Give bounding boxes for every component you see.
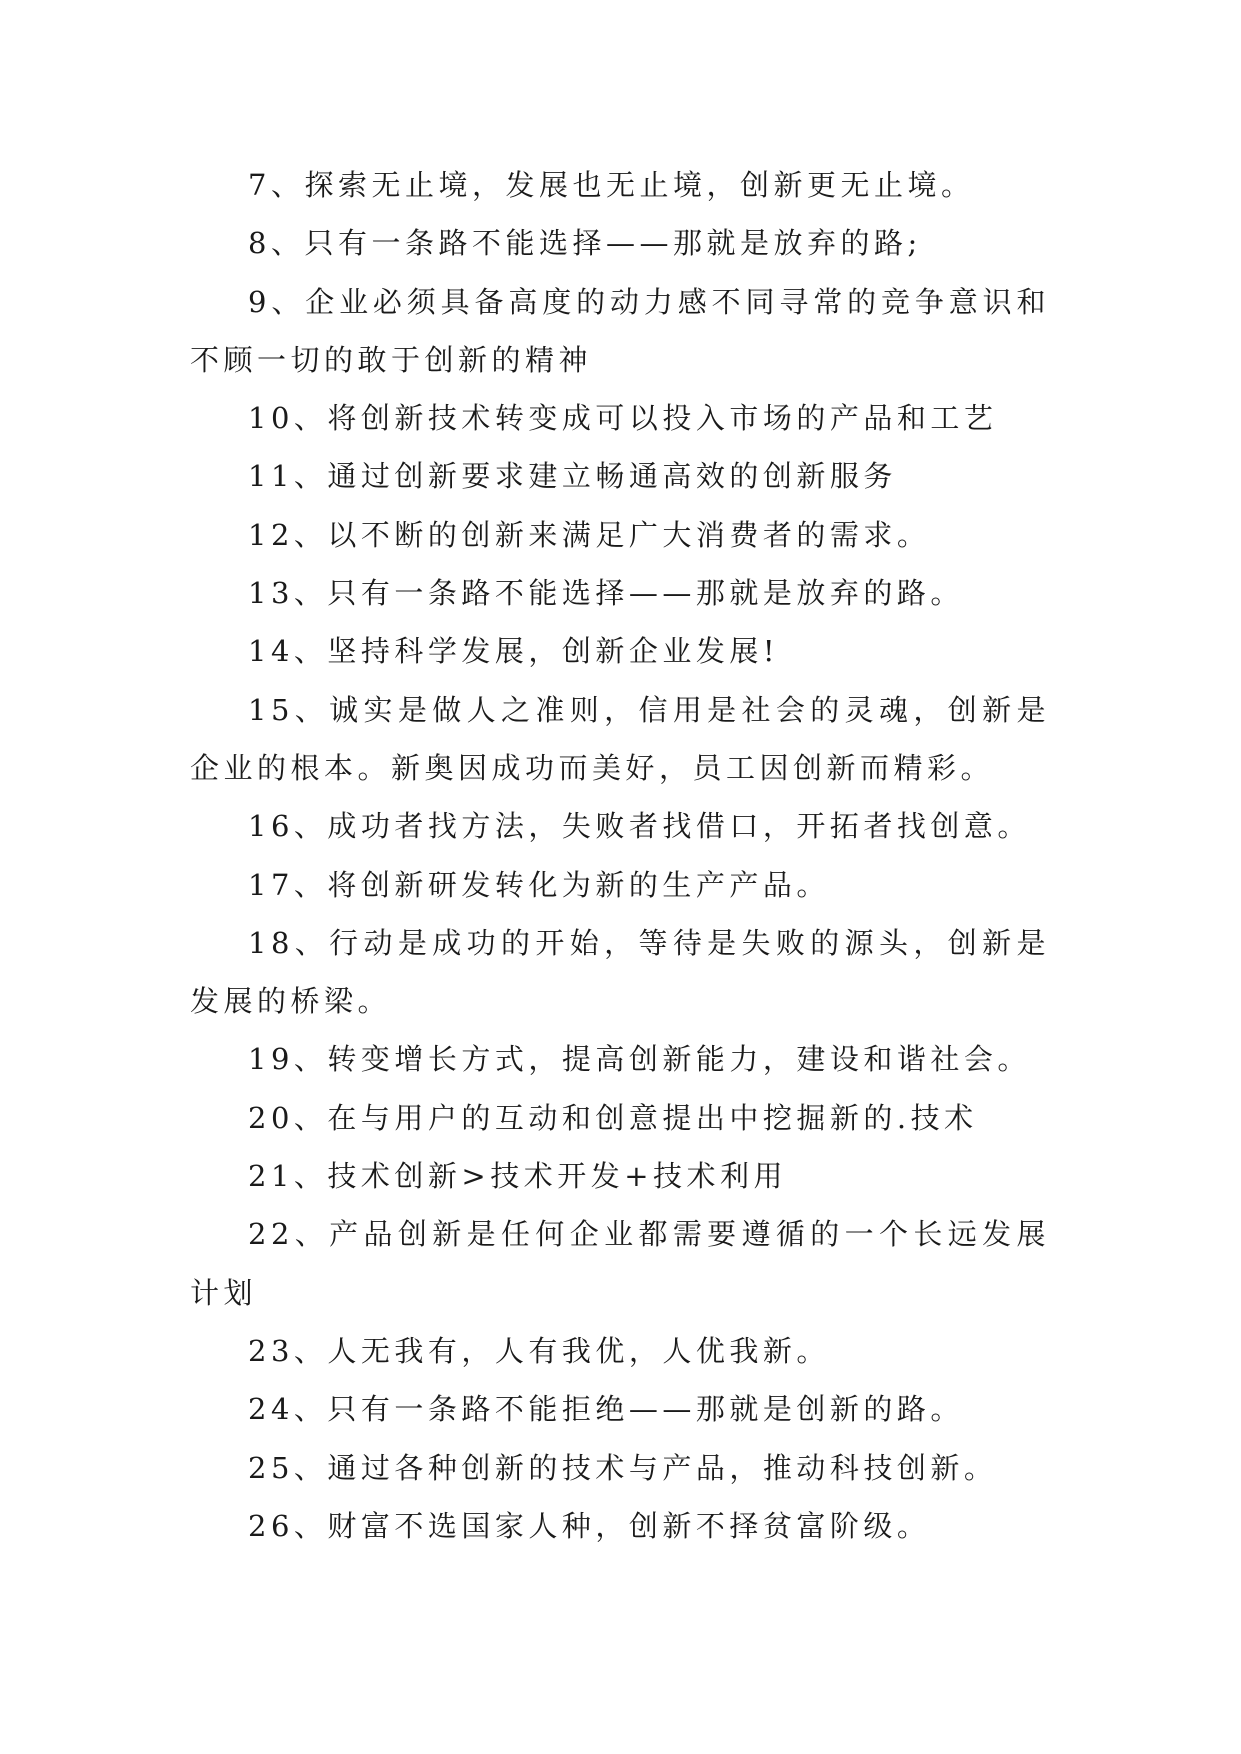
paragraph-23: 23、人无我有，人有我优，人优我新。 <box>248 1333 830 1368</box>
paragraph-7: 7、探索无止境，发展也无止境，创新更无止境。 <box>248 168 975 202</box>
paragraph-21: 21、技术创新>技术开发+技术利用 <box>248 1159 787 1194</box>
paragraph-22: 22、产品创新是任何企业都需要遵循的一个长远发展计划 <box>190 1217 1050 1310</box>
paragraph-11: 11、通过创新要求建立畅通高效的创新服务 <box>248 459 897 494</box>
paragraph-15: 15、诚实是做人之准则，信用是社会的灵魂，创新是企业的根本。新奥因成功而美好，员工因创新而精彩。 <box>190 692 1050 785</box>
paragraph-25: 25、通过各种创新的技术与产品，推动科技创新。 <box>248 1450 998 1485</box>
paragraph-20: 20、在与用户的互动和创意提出中挖掘新的.技术 <box>248 1100 978 1135</box>
paragraph-16: 16、成功者找方法，失败者找借口，开拓者找创意。 <box>248 809 1031 844</box>
paragraph-19: 19、转变增长方式，提高创新能力，建设和谐社会。 <box>248 1042 1031 1077</box>
paragraph-8: 8、只有一条路不能选择——那就是放弃的路; <box>248 226 922 261</box>
paragraph-14: 14、坚持科学发展，创新企业发展! <box>248 634 780 669</box>
document-body <box>190 156 1050 1555</box>
paragraph-12: 12、以不断的创新来满足广大消费者的需求。 <box>248 517 931 552</box>
paragraph-9: 9、企业必须具备高度的动力感不同寻常的竞争意识和不顾一切的敢于创新的精神 <box>190 284 1050 377</box>
paragraph-13: 13、只有一条路不能选择——那就是放弃的路。 <box>248 576 964 611</box>
paragraph-18: 18、行动是成功的开始，等待是失败的源头，创新是发展的桥梁。 <box>190 925 1050 1019</box>
paragraph-24: 24、只有一条路不能拒绝——那就是创新的路。 <box>248 1392 964 1427</box>
paragraph-10: 10、将创新技术转变成可以投入市场的产品和工艺 <box>248 401 998 436</box>
paragraph-17: 17、将创新研发转化为新的生产产品。 <box>248 867 830 902</box>
paragraph-26: 26、财富不选国家人种，创新不择贫富阶级。 <box>248 1508 931 1543</box>
